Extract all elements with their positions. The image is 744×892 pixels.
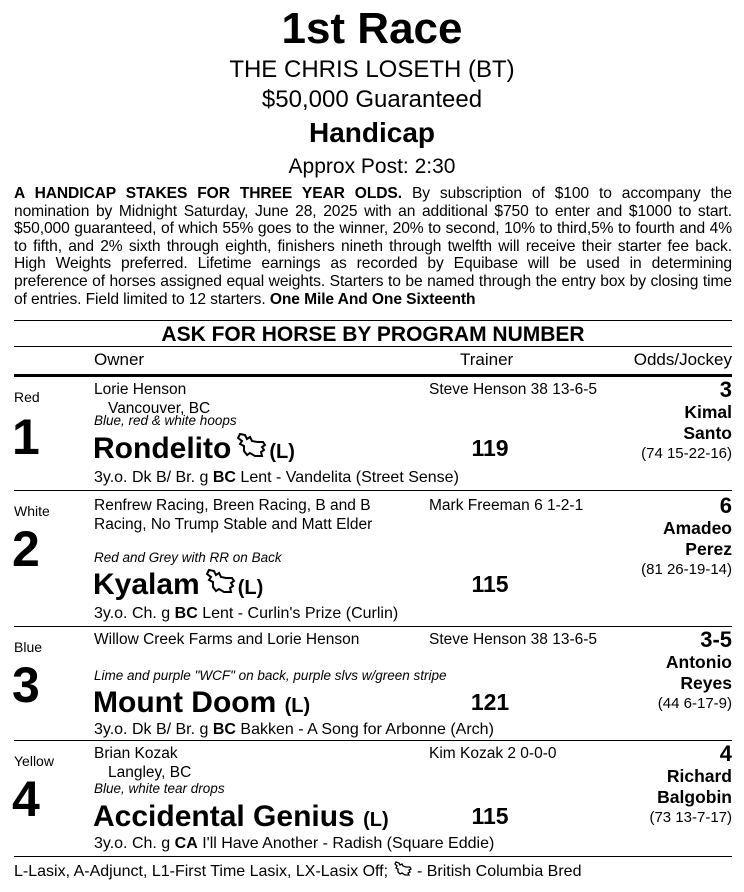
horse-name: Mount Doom <box>93 686 277 719</box>
race-type: Handicap <box>308 117 436 148</box>
owner-location: Langley, BC <box>108 764 192 781</box>
race-conditions <box>14 185 732 308</box>
owner-name: Willow Creek Farms and Lorie Henson <box>94 631 360 648</box>
header-rule <box>14 374 732 377</box>
legend <box>14 861 581 883</box>
pedigree: Lent - Curlin's Prize (Curlin) <box>197 605 399 622</box>
morning-line-odds: 3 <box>719 377 732 402</box>
saddlecloth-color: Red <box>14 389 40 405</box>
jockey-last-name: Balgobin <box>657 787 732 807</box>
program-number: 1 <box>12 409 40 465</box>
jockey-last-name: Santo <box>683 423 732 443</box>
silks-description: Red and Grey with RR on Back <box>94 550 282 565</box>
saddlecloth-color: White <box>14 503 50 519</box>
horse-name: Accidental Genius <box>93 800 355 833</box>
race-name: THE CHRIS LOSETH (BT) <box>229 56 515 83</box>
race-title: 1st Race <box>281 4 463 53</box>
morning-line-odds: 3-5 <box>700 627 732 652</box>
breeding <box>94 468 459 488</box>
column-odds-jockey: Odds/Jockey <box>633 350 732 369</box>
program-number: 3 <box>12 657 40 713</box>
saddlecloth-color: Yellow <box>14 753 54 769</box>
entry-divider <box>14 490 732 491</box>
age-sex: 3y.o. Ch. g <box>94 605 175 622</box>
pedigree: I'll Have Another - Radish (Square Eddie) <box>197 835 495 852</box>
owner <box>94 744 424 782</box>
pedigree: Bakken - A Song for Arbonne (Arch) <box>235 721 494 738</box>
state-bred: CA <box>174 835 198 852</box>
jockey-stats: (44 6-17-9) <box>657 695 732 712</box>
jockey-first-name: Kimal <box>684 402 732 422</box>
state-bred: BC <box>212 469 236 486</box>
medication: (L) <box>284 695 311 717</box>
age-sex: 3y.o. Ch. g <box>94 835 175 852</box>
conditions-lead: A HANDICAP STAKES FOR THREE YEAR OLDS. <box>14 185 402 202</box>
post-time: Approx Post: 2:30 <box>288 155 456 178</box>
owner-name: Lorie Henson <box>94 381 187 398</box>
morning-line-odds: 4 <box>719 741 732 766</box>
conditions-body: By subscription of $100 to accompany the nomination by Midnight Saturday, June 28, 2025 with an additional $750 to enter and $1000 to start. $50,000 guaranteed, of which 55% goes to the winner, 20% to second, 10% to third,5% to fourth and 4% to fifth, and 2% sixth through eighth, finishers nineth through twelfth will receive their starter fee back. High Weights preferred. Lifetime earnings as recorded by Equibase will be used in determining preference of horses assigned equal weights. Starters to be named through the entry box by closing time of entries. Field limited to 12 starters. <box>14 185 732 308</box>
breeding <box>94 720 494 740</box>
race-purse: $50,000 Guaranteed <box>261 86 483 113</box>
jockey-stats: (73 13-7-17) <box>649 809 732 826</box>
british-columbia-icon <box>237 432 267 468</box>
saddlecloth-color: Blue <box>14 639 43 655</box>
jockey-last-name: Reyes <box>680 673 732 693</box>
trainer: Kim Kozak 2 0-0-0 <box>429 745 557 762</box>
british-columbia-icon <box>394 861 412 883</box>
owner-location: Vancouver, BC <box>108 400 211 417</box>
odds-jockey <box>602 742 732 827</box>
medication: (L) <box>237 577 264 599</box>
weight: 115 <box>471 803 509 829</box>
owner <box>94 496 424 534</box>
jockey-stats: (74 15-22-16) <box>641 445 732 462</box>
silks-description: Lime and purple "WCF" on back, purple slvs w/green stripe <box>94 668 447 683</box>
morning-line-odds: 6 <box>719 493 732 518</box>
legend-text-bc: - British Columbia Bred <box>412 863 582 881</box>
pedigree: Lent - Vandelita (Street Sense) <box>235 469 459 486</box>
horse-name-line <box>93 800 389 837</box>
medication: (L) <box>269 441 295 463</box>
trainer: Steve Henson 38 13-6-5 <box>429 381 598 398</box>
odds-jockey <box>602 378 732 463</box>
horse-name-line <box>93 432 295 469</box>
divider <box>14 320 732 321</box>
horse-name-line <box>93 568 263 605</box>
silks-description: Blue, red & white hoops <box>94 413 237 428</box>
breeding <box>94 834 494 854</box>
owner <box>94 630 424 649</box>
legend-text: L-Lasix, A-Adjunct, L1-First Time Lasix, LX-Lasix Off; <box>14 863 393 881</box>
entry-divider <box>14 626 732 627</box>
owner-name: Renfrew Racing, Breen Racing, B and B Racing, No Trump Stable and Matt Elder <box>94 497 373 533</box>
odds-jockey <box>602 628 732 713</box>
jockey-first-name: Richard <box>666 766 732 786</box>
horse-name: Kyalam <box>93 568 200 601</box>
program-header: ASK FOR HORSE BY PROGRAM NUMBER <box>161 323 585 346</box>
state-bred: BC <box>212 721 236 738</box>
program-number: 4 <box>12 771 40 827</box>
horse-name: Rondelito <box>93 432 232 465</box>
weight: 121 <box>470 689 510 715</box>
trainer: Mark Freeman 6 1-2-1 <box>429 497 584 514</box>
state-bred: BC <box>174 605 198 622</box>
column-trainer: Trainer <box>460 350 514 369</box>
divider <box>14 856 732 857</box>
race-distance: One Mile And One Sixteenth <box>269 290 476 308</box>
weight: 119 <box>471 435 509 461</box>
odds-jockey <box>602 494 732 579</box>
column-owner: Owner <box>94 350 145 369</box>
jockey-first-name: Antonio <box>665 652 732 672</box>
divider <box>14 346 732 347</box>
jockey-last-name: Perez <box>685 539 732 559</box>
program-number: 2 <box>12 521 40 577</box>
british-columbia-icon <box>206 568 236 604</box>
owner-name: Brian Kozak <box>94 745 178 762</box>
weight: 115 <box>471 571 509 597</box>
age-sex: 3y.o. Dk B/ Br. g <box>94 469 213 486</box>
trainer: Steve Henson 38 13-6-5 <box>429 631 598 648</box>
silks-description: Blue, white tear drops <box>94 781 225 796</box>
horse-name-line <box>93 686 310 723</box>
age-sex: 3y.o. Dk B/ Br. g <box>94 721 213 738</box>
medication: (L) <box>363 809 389 831</box>
jockey-stats: (81 26-19-14) <box>641 561 732 578</box>
jockey-first-name: Amadeo <box>662 518 732 538</box>
breeding <box>94 604 398 624</box>
entry-divider <box>14 740 732 741</box>
